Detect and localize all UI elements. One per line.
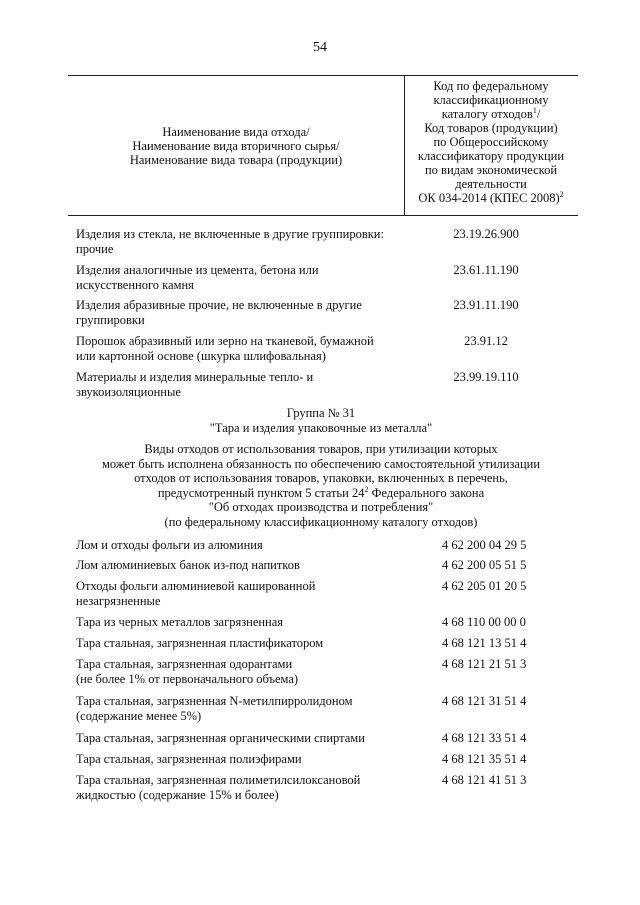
table-row-name: Изделия абразивные прочие, не включенные в другие группировки [76, 298, 362, 327]
header-code-column [405, 79, 577, 205]
group-title: Группа № 31 [286, 406, 356, 420]
table-row-name: Тара из черных металлов загрязненная [76, 615, 284, 629]
header-left-line: Наименование вида вторичного сырья/ [132, 139, 340, 153]
table-row-code: 4 62 200 05 51 5 [442, 558, 527, 572]
page-number: 54 [313, 40, 327, 55]
table-row-code: 4 62 200 04 29 5 [442, 538, 527, 552]
header-top-border [68, 75, 578, 76]
table-row-name: Изделия аналогичные из цемента, бетона или искусственного камня [76, 263, 319, 292]
table-row-name: Порошок абразивный или зерно на тканевой, бумажной или картонной основе (шкурка шлифовальная) [76, 334, 374, 363]
table-row-name: Лом и отходы фольги из алюминия [76, 538, 263, 552]
header-left-line: Наименование вида товара (продукции) [129, 153, 343, 167]
table-row-code: 4 68 121 33 51 4 [442, 731, 527, 745]
header-bottom-border [68, 215, 578, 216]
table-row-code: 4 68 121 31 51 4 [442, 694, 527, 708]
table-row-name: Тара стальная, загрязненная N-метилпирролидоном (содержание менее 5%) [76, 694, 353, 723]
header-right-line: Код товаров (продукции) [424, 121, 558, 135]
table-row-code: 23.91.12 [464, 334, 508, 348]
table-row-name: Изделия из стекла, не включенные в другие группировки: прочие [76, 227, 384, 256]
table-row-name: Тара стальная, загрязненная полиэфирами [76, 752, 302, 766]
header-right-line: Код по федеральному [433, 79, 549, 93]
header-left-line: Наименование вида отхода/ [162, 125, 310, 139]
group-description: Виды отходов от использования товаров, при утилизации которых может быть исполнена обязанность по обеспечению самостоятельной утилизации отходов от использования товаров, упаковки, включенных в перечень, предусмотренный пунктом 5 статьи $24^2$ Федерального закона "Об отходах производства и потребления" (по федеральному классификационному каталогу отходов) [101, 442, 541, 529]
table-row-code: 23.19.26.900 [453, 227, 519, 241]
group-heading [66, 406, 576, 435]
group-subtitle: "Тара и изделия упаковочные из металла" [209, 420, 433, 435]
header-right-line: ОК 034-2014 (КПЕС 2008)$^2$ [418, 189, 564, 205]
header-right-line: каталогу отходов$^1$/ [441, 105, 541, 121]
table-row-code: 4 68 121 13 51 4 [442, 636, 527, 650]
table-row-name: Отходы фольги алюминиевой кашированной незагрязненные [76, 579, 316, 608]
table-row-code: 23.61.11.190 [453, 263, 519, 277]
header-right-line: классификатору продукции [417, 149, 565, 163]
table-row-code: 4 68 110 00 00 0 [442, 615, 526, 629]
header-right-line: по видам экономической [424, 163, 558, 177]
header-right-line: по Общероссийскому [433, 135, 549, 149]
table-row-name: Тара стальная, загрязненная одорантами (не более 1% от первоначального объема) [76, 657, 299, 686]
table-row-code: 23.91.11.190 [453, 298, 519, 312]
table-row-name: Тара стальная, загрязненная пластификатором [76, 636, 324, 650]
table-row-code: 4 62 205 01 20 5 [442, 579, 527, 593]
table-row-name: Тара стальная, загрязненная полиметилсилоксановой жидкостью (содержание 15% и более) [76, 773, 361, 802]
table-row-name: Тара стальная, загрязненная органическими спиртами [76, 731, 365, 745]
table-row-name: Лом алюминиевых банок из-под напитков [76, 558, 300, 572]
header-right-line: классификационному [433, 93, 549, 107]
header-name-column [68, 125, 404, 167]
table-row-code: 4 68 121 35 51 4 [442, 752, 527, 766]
table-row-code: 4 68 121 21 51 3 [442, 657, 527, 671]
table-row-code: 23.99.19.110 [453, 370, 519, 384]
table-row-code: 4 68 121 41 51 3 [442, 773, 527, 787]
header-right-line: деятельности [455, 177, 527, 191]
table-row-name: Материалы и изделия минеральные тепло- и звукоизоляционные [76, 370, 314, 399]
